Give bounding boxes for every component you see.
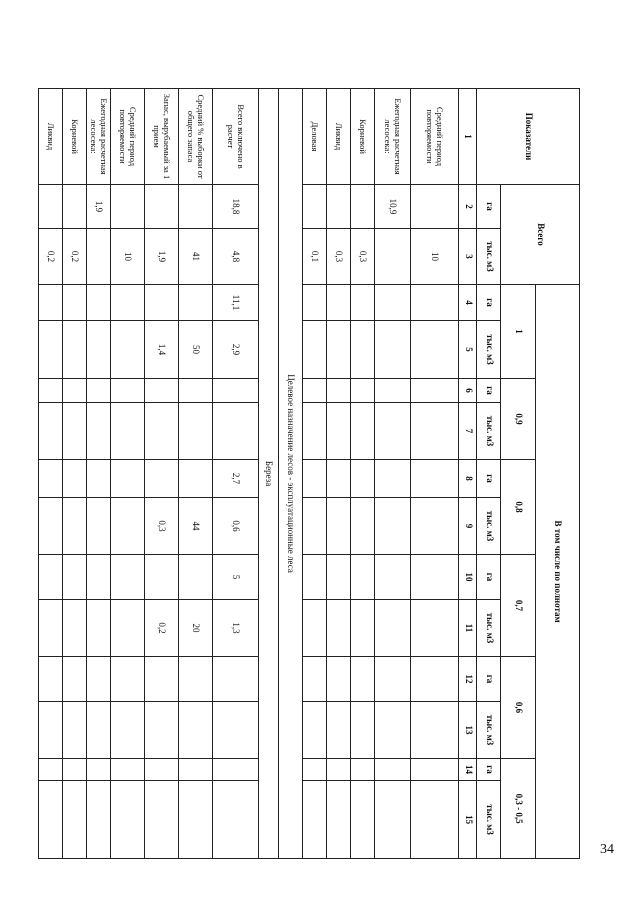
row-cell xyxy=(213,759,259,781)
page-number: 34 xyxy=(600,842,614,857)
header-density: 0,7 xyxy=(501,555,535,657)
header-unit-vol: тыс. м3 xyxy=(477,781,501,859)
header-row-4 xyxy=(459,89,477,859)
header-unit-vol: тыс. м3 xyxy=(477,600,501,657)
row-cell xyxy=(179,657,213,702)
row-cell xyxy=(411,285,459,321)
row-cell xyxy=(351,600,375,657)
header-col-number: 10 xyxy=(459,555,477,600)
row-label: Средний % выборки от общего запаса xyxy=(179,89,213,185)
row-cell xyxy=(327,460,351,498)
row-cell xyxy=(327,185,351,229)
row-cell xyxy=(351,657,375,702)
row-cell xyxy=(63,555,87,600)
row-cell xyxy=(179,759,213,781)
section-title: Целевое назначение лесов - эксплуатационные леса xyxy=(279,89,303,859)
row-label: Запас, вырубаемый за 1 прием xyxy=(145,89,179,185)
row-cell xyxy=(111,460,145,498)
row-label: Деловая xyxy=(303,89,327,185)
header-unit-ha: га xyxy=(477,657,501,702)
row-cell xyxy=(87,600,111,657)
header-col-number: 7 xyxy=(459,403,477,460)
row-cell xyxy=(375,781,411,859)
rotated-table-container xyxy=(46,88,580,858)
row-cell xyxy=(351,498,375,555)
row-cell: 1,9 xyxy=(145,229,179,285)
row-cell xyxy=(39,498,63,555)
row-cell xyxy=(303,460,327,498)
row-cell xyxy=(375,702,411,759)
row-cell xyxy=(63,460,87,498)
row-cell xyxy=(63,498,87,555)
row-cell xyxy=(145,185,179,229)
row-cell xyxy=(375,600,411,657)
row-cell xyxy=(327,321,351,379)
row-cell xyxy=(327,759,351,781)
row-cell xyxy=(39,403,63,460)
header-density: 0,8 xyxy=(501,460,535,555)
allowable-cut-table xyxy=(38,88,580,859)
header-total: Всего xyxy=(501,185,580,285)
row-cell xyxy=(375,460,411,498)
table-row xyxy=(411,89,459,859)
row-cell xyxy=(63,321,87,379)
header-density: 0,6 xyxy=(501,657,535,759)
row-cell xyxy=(411,321,459,379)
header-unit-vol: тыс. м3 xyxy=(477,702,501,759)
row-cell xyxy=(303,403,327,460)
row-cell xyxy=(145,285,179,321)
row-cell xyxy=(411,657,459,702)
header-unit-vol: тыс. м3 xyxy=(477,403,501,460)
row-cell xyxy=(39,321,63,379)
table-row xyxy=(351,89,375,859)
row-cell xyxy=(145,702,179,759)
row-cell xyxy=(411,185,459,229)
row-cell xyxy=(303,657,327,702)
row-cell xyxy=(179,460,213,498)
row-cell xyxy=(87,702,111,759)
row-label: Корневой xyxy=(63,89,87,185)
table-row xyxy=(39,89,63,859)
header-row-1 xyxy=(535,89,579,859)
row-cell xyxy=(87,657,111,702)
header-col-number: 14 xyxy=(459,759,477,781)
row-cell xyxy=(303,781,327,859)
row-cell xyxy=(411,555,459,600)
header-unit-ha: га xyxy=(477,759,501,781)
row-cell xyxy=(63,379,87,403)
header-indicators xyxy=(459,89,580,185)
table-row xyxy=(179,89,213,859)
row-cell: 0,2 xyxy=(63,229,87,285)
row-cell xyxy=(145,759,179,781)
header-unit-vol: тыс. м3 xyxy=(477,229,501,285)
row-cell xyxy=(375,403,411,460)
table-row xyxy=(111,89,145,859)
header-col-number: 13 xyxy=(459,702,477,759)
table-row xyxy=(145,89,179,859)
row-cell xyxy=(87,229,111,285)
row-label: Корневой xyxy=(351,89,375,185)
header-unit-vol: тыс. м3 xyxy=(477,498,501,555)
row-cell xyxy=(327,781,351,859)
row-label: Ежегодная расчетная лесосека: xyxy=(375,89,411,185)
row-cell xyxy=(179,403,213,460)
row-label: Средний период повторяемости xyxy=(411,89,459,185)
header-unit-ha: га xyxy=(477,185,501,229)
row-cell xyxy=(87,555,111,600)
row-cell: 10,9 xyxy=(375,185,411,229)
row-cell xyxy=(111,759,145,781)
row-cell xyxy=(411,781,459,859)
row-cell xyxy=(87,285,111,321)
row-cell xyxy=(303,498,327,555)
header-col-number-1: 1 xyxy=(459,89,477,184)
row-cell xyxy=(351,379,375,403)
row-cell xyxy=(111,285,145,321)
row-cell xyxy=(111,321,145,379)
header-unit-vol: тыс. м3 xyxy=(477,321,501,379)
row-cell xyxy=(411,379,459,403)
header-col-number: 2 xyxy=(459,185,477,229)
row-cell xyxy=(411,403,459,460)
row-cell: 5 xyxy=(213,555,259,600)
header-unit-ha: га xyxy=(477,460,501,498)
row-cell xyxy=(111,702,145,759)
row-cell xyxy=(375,759,411,781)
row-cell xyxy=(39,600,63,657)
header-density: 1 xyxy=(501,285,535,379)
row-cell xyxy=(351,759,375,781)
header-indicators-wrap xyxy=(459,89,579,184)
row-label: Всего включено в расчет xyxy=(213,89,259,185)
row-cell xyxy=(145,781,179,859)
row-cell xyxy=(63,759,87,781)
row-cell xyxy=(327,498,351,555)
row-cell xyxy=(351,403,375,460)
row-cell: 0,2 xyxy=(39,229,63,285)
row-cell xyxy=(39,657,63,702)
row-cell xyxy=(351,555,375,600)
row-cell xyxy=(351,285,375,321)
row-cell xyxy=(111,185,145,229)
row-cell xyxy=(327,702,351,759)
row-cell xyxy=(179,702,213,759)
row-cell xyxy=(87,460,111,498)
header-by-density: В том числе по полнотам xyxy=(535,285,579,859)
row-cell: 0,3 xyxy=(327,229,351,285)
row-cell xyxy=(111,657,145,702)
row-cell xyxy=(213,781,259,859)
section-row xyxy=(279,89,303,859)
header-density: 0,3 - 0,5 xyxy=(501,759,535,859)
row-cell xyxy=(375,321,411,379)
row-cell xyxy=(145,403,179,460)
row-cell xyxy=(351,781,375,859)
header-unit-ha: га xyxy=(477,555,501,600)
header-col-number: 6 xyxy=(459,379,477,403)
subsection-title: Береза xyxy=(259,89,279,859)
row-cell: 0,6 xyxy=(213,498,259,555)
row-cell: 0,1 xyxy=(303,229,327,285)
row-cell xyxy=(179,379,213,403)
row-cell xyxy=(87,498,111,555)
row-cell: 50 xyxy=(179,321,213,379)
row-cell xyxy=(411,498,459,555)
row-cell xyxy=(87,781,111,859)
row-cell xyxy=(303,759,327,781)
row-cell xyxy=(111,600,145,657)
row-cell xyxy=(303,702,327,759)
row-cell xyxy=(63,781,87,859)
row-label: Ежегодная расчетная лесосека: xyxy=(87,89,111,185)
header-col-number: 8 xyxy=(459,460,477,498)
header-unit-ha: га xyxy=(477,379,501,403)
row-cell xyxy=(111,379,145,403)
row-cell: 20 xyxy=(179,600,213,657)
row-cell xyxy=(63,285,87,321)
header-col-number: 15 xyxy=(459,781,477,859)
row-label: Ликвид xyxy=(39,89,63,185)
row-cell xyxy=(39,460,63,498)
row-cell: 44 xyxy=(179,498,213,555)
table-row xyxy=(87,89,111,859)
header-col-number: 4 xyxy=(459,285,477,321)
row-cell xyxy=(111,781,145,859)
row-cell xyxy=(63,403,87,460)
row-cell xyxy=(411,600,459,657)
row-cell: 11,1 xyxy=(213,285,259,321)
row-cell: 10 xyxy=(411,229,459,285)
row-cell xyxy=(145,555,179,600)
row-cell xyxy=(111,403,145,460)
row-cell xyxy=(111,555,145,600)
row-cell xyxy=(351,185,375,229)
row-cell xyxy=(303,600,327,657)
row-cell xyxy=(303,321,327,379)
row-cell: 0,3 xyxy=(351,229,375,285)
table-body xyxy=(39,89,580,859)
row-label: Средний период повторяемости xyxy=(111,89,145,185)
table-row xyxy=(63,89,87,859)
row-cell xyxy=(63,657,87,702)
row-cell xyxy=(213,403,259,460)
row-cell xyxy=(145,657,179,702)
header-unit-ha: га xyxy=(477,285,501,321)
row-cell xyxy=(375,657,411,702)
row-cell xyxy=(39,702,63,759)
row-cell: 2,9 xyxy=(213,321,259,379)
row-cell xyxy=(213,657,259,702)
row-cell xyxy=(39,185,63,229)
row-cell xyxy=(39,379,63,403)
row-cell xyxy=(111,498,145,555)
row-cell xyxy=(375,498,411,555)
row-cell xyxy=(351,321,375,379)
row-cell: 1,4 xyxy=(145,321,179,379)
row-cell xyxy=(351,460,375,498)
row-cell xyxy=(327,285,351,321)
row-cell: 41 xyxy=(179,229,213,285)
row-cell xyxy=(351,702,375,759)
row-cell xyxy=(179,555,213,600)
header-col-number: 12 xyxy=(459,657,477,702)
row-cell xyxy=(145,460,179,498)
row-cell: 18,8 xyxy=(213,185,259,229)
table-row xyxy=(303,89,327,859)
row-cell xyxy=(63,600,87,657)
row-cell xyxy=(411,759,459,781)
row-cell xyxy=(375,285,411,321)
row-cell: 2,7 xyxy=(213,460,259,498)
row-cell: 0,3 xyxy=(145,498,179,555)
row-cell xyxy=(411,460,459,498)
row-cell xyxy=(303,555,327,600)
row-cell xyxy=(179,285,213,321)
row-cell xyxy=(303,185,327,229)
row-cell xyxy=(87,759,111,781)
row-cell xyxy=(375,555,411,600)
row-cell xyxy=(39,285,63,321)
row-cell xyxy=(303,285,327,321)
row-cell xyxy=(87,379,111,403)
row-cell xyxy=(327,600,351,657)
header-density: 0,9 xyxy=(501,379,535,460)
header-indicators-label: Показатели xyxy=(523,112,534,161)
row-cell xyxy=(39,781,63,859)
header-row-3 xyxy=(477,89,501,859)
row-cell xyxy=(375,379,411,403)
row-cell xyxy=(87,403,111,460)
row-cell xyxy=(39,555,63,600)
row-cell: 0,2 xyxy=(145,600,179,657)
row-cell xyxy=(327,555,351,600)
table-row xyxy=(213,89,259,859)
row-cell xyxy=(327,657,351,702)
row-cell xyxy=(39,759,63,781)
row-cell: 1,9 xyxy=(87,185,111,229)
subsection-row xyxy=(259,89,279,859)
row-cell: 4,8 xyxy=(213,229,259,285)
row-cell xyxy=(87,321,111,379)
row-cell xyxy=(145,379,179,403)
row-cell xyxy=(63,702,87,759)
row-cell xyxy=(327,403,351,460)
row-cell xyxy=(213,702,259,759)
row-cell xyxy=(411,702,459,759)
header-col-number: 3 xyxy=(459,229,477,285)
row-cell xyxy=(303,379,327,403)
header-col-number: 11 xyxy=(459,600,477,657)
row-cell: 10 xyxy=(111,229,145,285)
row-cell xyxy=(327,379,351,403)
row-cell xyxy=(375,229,411,285)
row-cell: 1,3 xyxy=(213,600,259,657)
row-cell xyxy=(213,379,259,403)
header-col-number: 5 xyxy=(459,321,477,379)
header-col-number: 9 xyxy=(459,498,477,555)
table-row xyxy=(327,89,351,859)
table-row xyxy=(375,89,411,859)
row-cell xyxy=(63,185,87,229)
row-cell xyxy=(179,185,213,229)
row-cell xyxy=(179,781,213,859)
row-label: Ликвид xyxy=(327,89,351,185)
